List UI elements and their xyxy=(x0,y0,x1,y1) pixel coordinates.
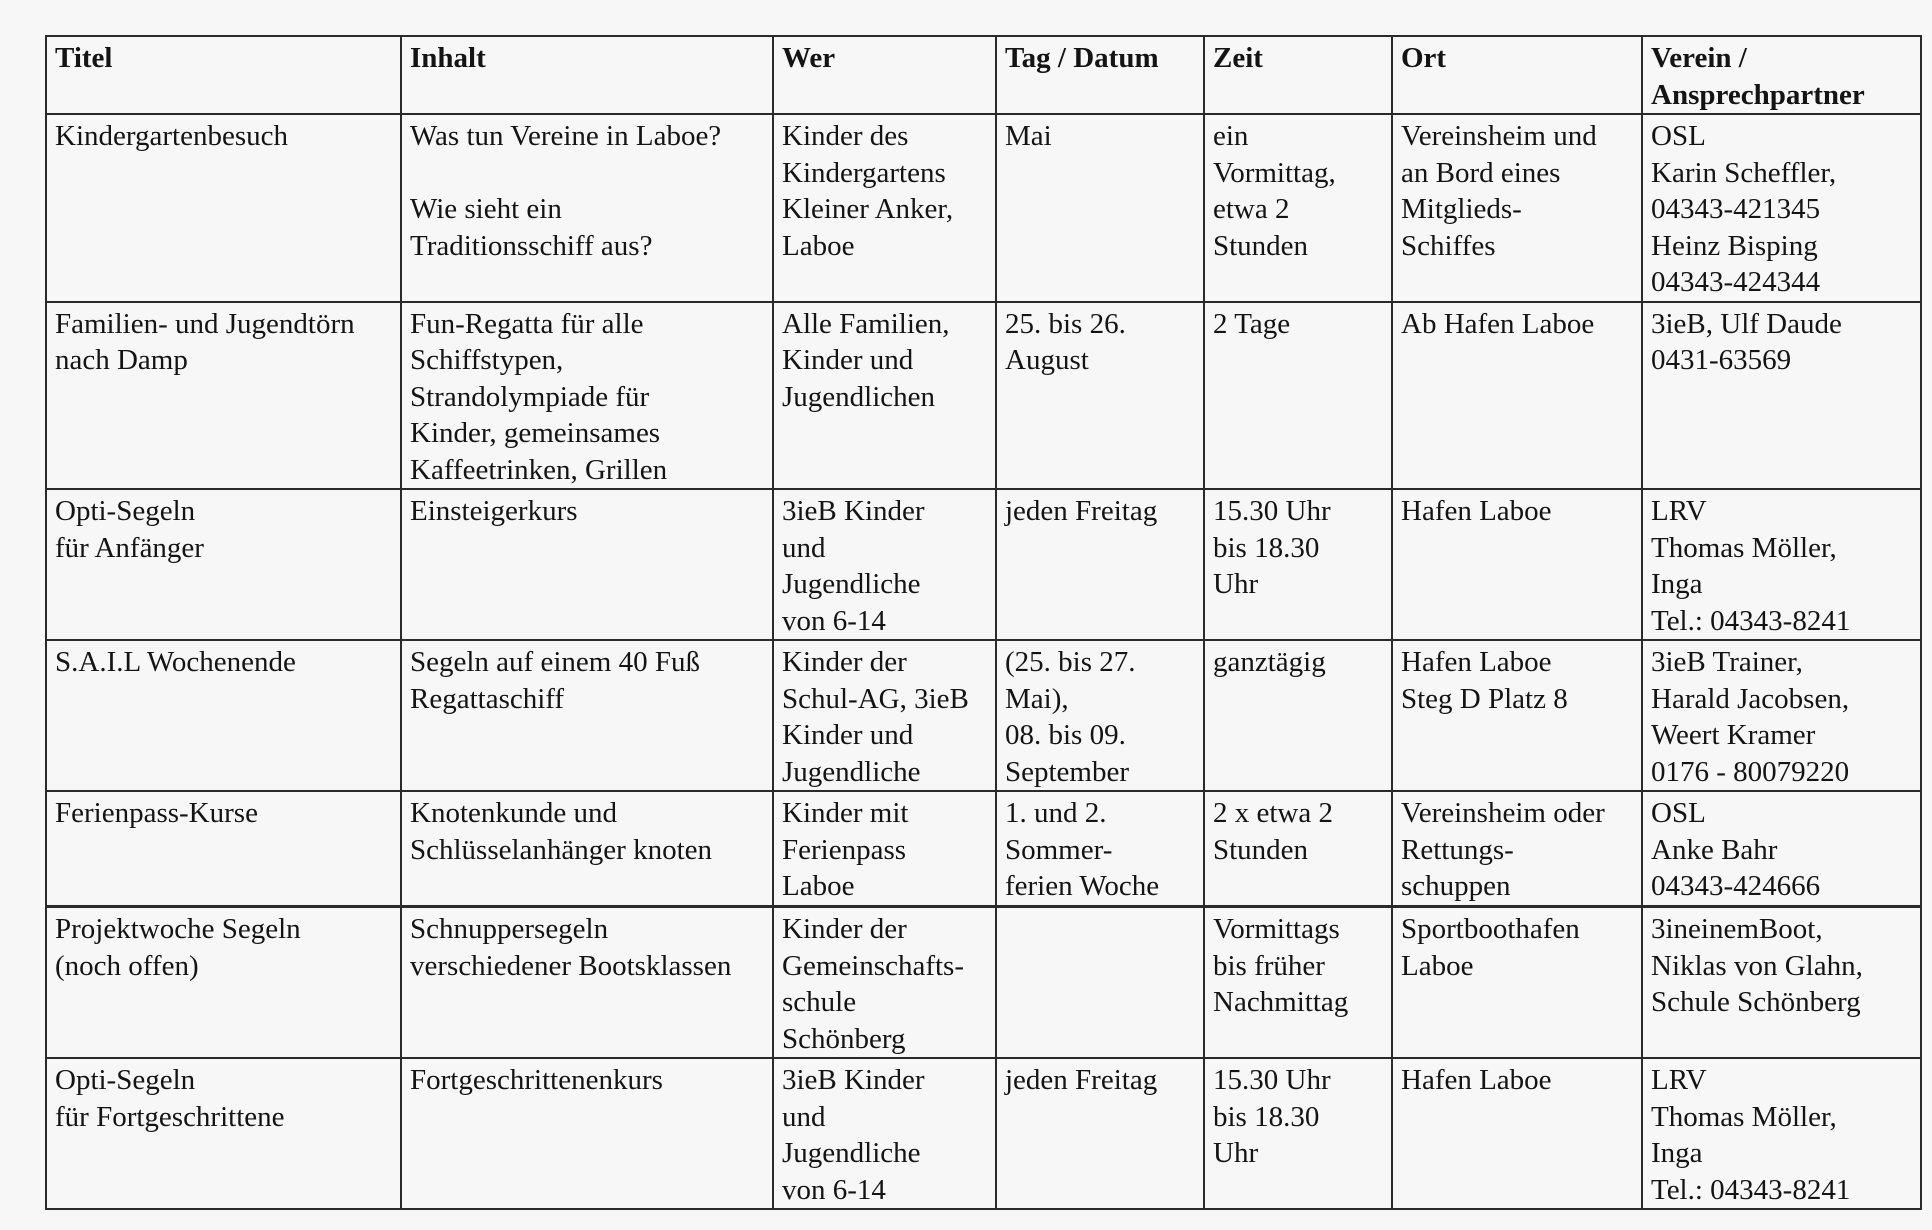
cell-datum: 25. bis 26. August xyxy=(996,302,1204,490)
header-inhalt: Inhalt xyxy=(401,36,773,114)
table-header-row xyxy=(46,36,1921,114)
cell-verein: 3ieB, Ulf Daude 0431-63569 xyxy=(1642,302,1921,490)
cell-wer: Kinder der Schul-AG, 3ieB Kinder und Jugendliche xyxy=(773,640,996,791)
cell-wer: Kinder des Kindergartens Kleiner Anker, Laboe xyxy=(773,114,996,302)
cell-inhalt: Fun-Regatta für alle Schiffstypen, Strandolympiade für Kinder, gemeinsames Kaffeetrinken, Grillen xyxy=(401,302,773,490)
cell-datum: (25. bis 27. Mai), 08. bis 09. September xyxy=(996,640,1204,791)
cell-inhalt: Knotenkunde und Schlüsselanhänger knoten xyxy=(401,791,773,906)
table-row xyxy=(46,302,1921,490)
cell-verein: OSL Karin Scheffler, 04343-421345 Heinz Bisping 04343-424344 xyxy=(1642,114,1921,302)
cell-ort: Hafen Laboe Steg D Platz 8 xyxy=(1392,640,1642,791)
cell-datum xyxy=(996,907,1204,1058)
cell-datum: Mai xyxy=(996,114,1204,302)
cell-datum: 1. und 2. Sommer- ferien Woche xyxy=(996,791,1204,906)
cell-inhalt: Was tun Vereine in Laboe? Wie sieht ein Traditionsschiff aus? xyxy=(401,114,773,302)
cell-titel: Kindergartenbesuch xyxy=(46,114,401,302)
header-zeit: Zeit xyxy=(1204,36,1392,114)
cell-ort: Hafen Laboe xyxy=(1392,1058,1642,1209)
cell-zeit: ein Vormittag, etwa 2 Stunden xyxy=(1204,114,1392,302)
cell-ort: Sportboothafen Laboe xyxy=(1392,907,1642,1058)
cell-wer: 3ieB Kinder und Jugendliche von 6-14 xyxy=(773,1058,996,1209)
cell-datum: jeden Freitag xyxy=(996,1058,1204,1209)
cell-titel: Opti-Segeln für Fortgeschrittene xyxy=(46,1058,401,1209)
cell-wer: Kinder der Gemeinschafts- schule Schönberg xyxy=(773,907,996,1058)
cell-titel: Ferienpass-Kurse xyxy=(46,791,401,906)
cell-verein: 3ineinemBoot, Niklas von Glahn, Schule Schönberg xyxy=(1642,907,1921,1058)
table-row xyxy=(46,907,1921,1058)
cell-verein: LRV Thomas Möller, Inga Tel.: 04343-8241 xyxy=(1642,489,1921,640)
additional-events-table xyxy=(45,906,1922,1210)
cell-datum: jeden Freitag xyxy=(996,489,1204,640)
header-ort: Ort xyxy=(1392,36,1642,114)
cell-verein: 3ieB Trainer, Harald Jacobsen, Weert Kramer 0176 - 80079220 xyxy=(1642,640,1921,791)
cell-ort: Ab Hafen Laboe xyxy=(1392,302,1642,490)
cell-inhalt: Fortgeschrittenenkurs xyxy=(401,1058,773,1209)
cell-inhalt: Einsteigerkurs xyxy=(401,489,773,640)
cell-wer: 3ieB Kinder und Jugendliche von 6-14 xyxy=(773,489,996,640)
cell-titel: Projektwoche Segeln (noch offen) xyxy=(46,907,401,1058)
header-titel: Titel xyxy=(46,36,401,114)
header-wer: Wer xyxy=(773,36,996,114)
table-row xyxy=(46,489,1921,640)
cell-titel: Familien- und Jugendtörn nach Damp xyxy=(46,302,401,490)
cell-titel: Opti-Segeln für Anfänger xyxy=(46,489,401,640)
cell-wer: Alle Familien, Kinder und Jugendlichen xyxy=(773,302,996,490)
table-row xyxy=(46,1058,1921,1209)
cell-zeit: 2 Tage xyxy=(1204,302,1392,490)
cell-zeit: 2 x etwa 2 Stunden xyxy=(1204,791,1392,906)
cell-ort: Vereinsheim und an Bord eines Mitglieds- Schiffes xyxy=(1392,114,1642,302)
cell-wer: Kinder mit Ferienpass Laboe xyxy=(773,791,996,906)
cell-zeit: Vormittags bis früher Nachmittag xyxy=(1204,907,1392,1058)
events-table xyxy=(45,35,1922,907)
cell-zeit: 15.30 Uhr bis 18.30 Uhr xyxy=(1204,1058,1392,1209)
cell-zeit: 15.30 Uhr bis 18.30 Uhr xyxy=(1204,489,1392,640)
table-row xyxy=(46,114,1921,302)
header-datum: Tag / Datum xyxy=(996,36,1204,114)
cell-zeit: ganztägig xyxy=(1204,640,1392,791)
cell-ort: Vereinsheim oder Rettungs- schuppen xyxy=(1392,791,1642,906)
cell-inhalt: Schnuppersegeln verschiedener Bootsklassen xyxy=(401,907,773,1058)
cell-ort: Hafen Laboe xyxy=(1392,489,1642,640)
table-row xyxy=(46,791,1921,906)
cell-verein: LRV Thomas Möller, Inga Tel.: 04343-8241 xyxy=(1642,1058,1921,1209)
cell-verein: OSL Anke Bahr 04343-424666 xyxy=(1642,791,1921,906)
header-verein: Verein / Ansprechpartner xyxy=(1642,36,1921,114)
cell-titel: S.A.I.L Wochenende xyxy=(46,640,401,791)
cell-inhalt: Segeln auf einem 40 Fuß Regattaschiff xyxy=(401,640,773,791)
table-row xyxy=(46,640,1921,791)
